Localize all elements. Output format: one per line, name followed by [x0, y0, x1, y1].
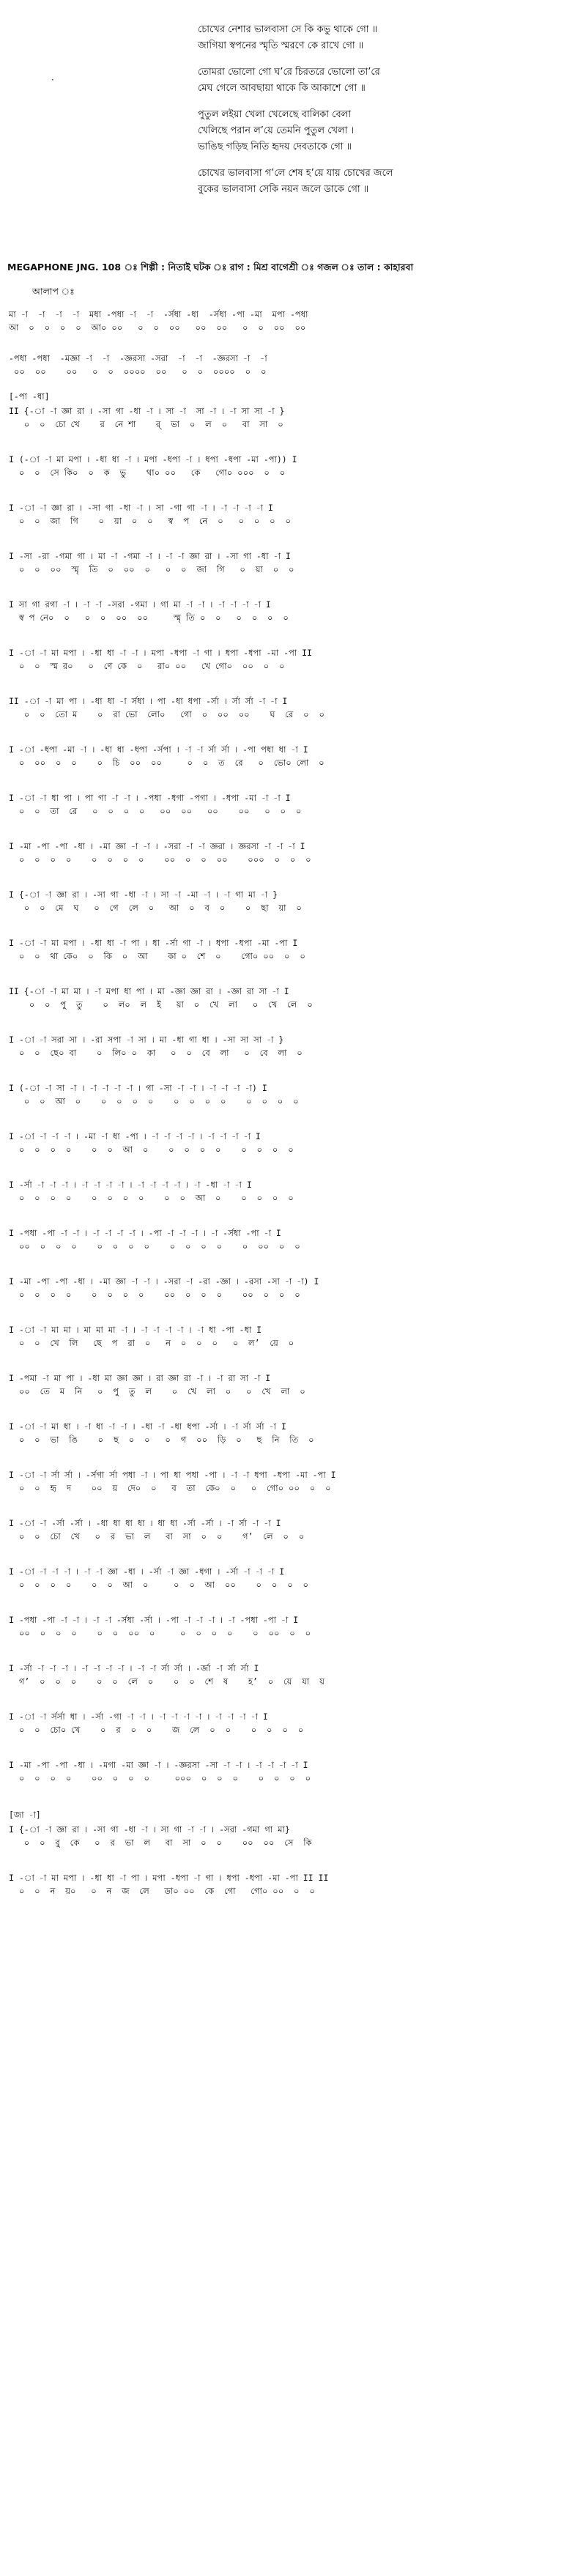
swara-line: I -মা -পা -পা -ধা । -মা জ্ঞা -া -া । -সরা -া -া জ্ঞরা । জ্ঞরসা -া -া -া I [9, 841, 305, 851]
notation-row [9, 403, 577, 431]
bol-line: ০ ০ জা গি ০ য়া ০ ০ স্ব প নে ০ ০ ০ ০ ০ [9, 516, 291, 526]
bol-line: ০ ০ ০ ০ ০ ০ ০ ০ ০০ ০ ০ ০০ ০০০ ০ ০ ০ [9, 854, 311, 865]
notation-row [9, 1177, 577, 1204]
lyrics-stanza-4 [198, 166, 564, 198]
swara-line: I -া -া সরা সা । -রা সপা -া সা । মা -ধা গা ধা । -সা সা সা -া } [9, 1035, 284, 1045]
raga-name: মিশ্র বাগেশ্রী [253, 262, 298, 273]
swara-line: I (-া -া সা -া । -া -া -া -া । গা -সা -া -া । -া -া -া -া) I [9, 1083, 267, 1093]
bol-line: ০ ০ ০ ০ ০ ০ আ ০ ০ ০ আ ০০ ০ ০ ০ ০ [9, 1580, 309, 1590]
swara-line: I -পমা -া মা পা । -ধা মা জ্ঞা জ্ঞা । রা জ্ঞা রা -া । -া রা সা -া I [9, 1373, 271, 1383]
swara-line: I -া -া মা মপা । -ধা ধা -া -া । মপা -ধপা -া গা । ধপা -ধপা -মা -পা II [9, 648, 312, 658]
notation-row [9, 548, 577, 576]
record-number: MEGAPHONE JNG. 108 [7, 262, 122, 273]
bol-line: ০ ০ ছে০ বা ০ লি০ ০ কা ০ ০ বে লা ০ বে লা ০ [9, 1048, 303, 1058]
notation-row [9, 1080, 577, 1108]
swara-line: I (-া -া মা মপা । -ধা ধা -া । মপা -ধপা -া । ধপা -ধপা -মা -পা)) I [9, 454, 297, 465]
swara-line: I {-া -া জ্ঞা রা । -সা গা -ধা -া । সা গা -া -া । -সরা -গমা গা মা} [9, 1824, 290, 1835]
swara-line: I সা গা রগা -া । -া -া -সরা -গমা । গা মা -া -া । -া -া -া -া I [9, 599, 271, 610]
notation-row [9, 1870, 577, 1898]
tala-label: তাল : [357, 262, 381, 273]
notation-row [9, 741, 577, 769]
bol-line: ০ ০ মে ঘ ০ গে লে ০ আ ০ ব ০ ০ ছা য়া ০ [9, 903, 302, 913]
bol-line: ০ ০ পু তু ০ ল০ ল ই য়া ০ খে লা ০ খে লে ০ [9, 999, 313, 1010]
lyrics-block [198, 22, 564, 208]
bol-line: ০ ০ চো০ খে ০ র ০ ০ জ লে ০ ০ ০ ০ ০ ০ [9, 1725, 304, 1735]
notation-row [9, 1709, 577, 1736]
notation-row [9, 1612, 577, 1640]
notation-row [9, 838, 577, 866]
swara-line: I -া -া র্সা র্সা । -র্সগা র্সা পধা -া । পা ধা পধা -পা । -া -া ধপা -ধপা -মা -পা I [9, 1470, 336, 1480]
notation-row [9, 1515, 577, 1543]
swara-line: I -া -া -া -া । -া -া জ্ঞা -ধা । -র্সা -া জ্ঞা -ধগা । -র্সা -া -া -া I [9, 1566, 285, 1577]
bol-line: ০ ০ সে কি০ ০ ক ভু থা০ ০০ কে গো০ ০০০ ০ ০ [9, 467, 286, 478]
bol-line: ০ ০ চো খে র নে শা র্ ভা ০ ল ০ বা সা ০ [9, 419, 283, 429]
swara-line: I -পধা -পা -া -া । -া -া -র্সধা -র্সা । -পা -া -া -া । -া -পধা -পা -া I [9, 1615, 299, 1625]
notation-row [9, 1322, 577, 1350]
swara-line: I -া -া -া -া । -মা -া ধা -পা । -া -া -া -া । -া -া -া -া I [9, 1131, 261, 1141]
lyric-line: বুকের ভালবাসা সেকি নয়ন জলে ডাকে গো ॥ [198, 184, 369, 195]
lyric-line: খেলিছে পরান ল’য়ে তেমনি পুতুল খেলা । [198, 125, 355, 136]
bol-line: ০ ০ হৃ দ ০০ য় দে০ ০ ব তা কে০ ০ ০ গো০ ০০ ০ ০ [9, 1483, 331, 1493]
swara-line: I -মা -পা -পা -ধা । -মগা -মা জ্ঞা -া । -জ্ঞরসা -সা -া -া । -া -া -া -া I [9, 1760, 308, 1770]
lyric-line: ভাঙিছ গড়িছ নিতি হৃদয় দেবতাকে গো ॥ [198, 141, 352, 152]
swara-line: I -া -া জ্ঞা রা । -সা গা -ধা -া । সা -গা গা -া । -া -া -া -া I [9, 503, 273, 513]
section-marker: [-পা -ধা] [9, 391, 50, 401]
swara-line: II {-া -া মা মা । -া মপা ধা পা । মা -জ্ঞা জ্ঞা রা । -জ্ঞা রা সা -া I [9, 986, 289, 996]
swara-line: I -া -া মা মা । মা মা মা -া । -া -া -া -া । -া ধা -পা -ধা I [9, 1325, 262, 1335]
section-marker: [জা -া] [9, 1810, 41, 1820]
lyrics-stanza-2 [198, 64, 564, 97]
swara-line: মা -া -া -া -া মধা -পধা -া -া -র্সধা -ধা -র্সধা -পা -মা মপা -পধা [9, 309, 308, 319]
notation-row [9, 1467, 577, 1495]
notation-row [9, 1563, 577, 1591]
swara-line: I -া -া -র্সা -র্সা । -ধা ধা ধা ধা । ধা ধা -র্সা -র্সা । -া র্সা -া -া I [9, 1518, 281, 1528]
bol-line: ০০ ০০ ০০ ০ ০ ০০০০ ০০ ০ ০ ০০০০ ০ ০ [9, 366, 267, 377]
notation-row [9, 1032, 577, 1059]
bol-line: স্ব প নে০ ০ ০ ০ ০০ ০০ স্মৃ তি ০ ০ ০ ০ ০ ০ [9, 612, 289, 623]
swara-line: -পধা -পধা -মজ্ঞা -া -া -জ্ঞরসা -সরা -া -া -জ্ঞরসা -া -া [9, 353, 267, 363]
notation-row [9, 1821, 577, 1849]
swara-line: I -র্সা -া -া -া । -া -া -া -া । -া -া র্সা র্সা । -র্জা -া র্সা র্সা I [9, 1663, 259, 1673]
notation-row [9, 935, 577, 963]
notation-row [9, 500, 577, 528]
swara-line: II -া -া মা পা । -ধা ধা -া র্সধা । পা -ধা ধপা -র্সা । র্সা র্সা -া -া I [9, 696, 288, 706]
artist-name: নিতাই ঘটক [168, 262, 211, 273]
notation-row [9, 1225, 577, 1253]
swara-line: I -া -া মা মপা । -ধা ধা -া পা । ধা -র্সা গা -া । ধপা -ধপা -মা -পা I [9, 938, 298, 948]
bol-line: ০ ০ ০ ০ ০ ০ ০ ০ ০ ০ আ ০ ০ ০ ০ ০ [9, 1193, 294, 1203]
raga-label: রাগ : [229, 262, 251, 273]
lyric-line: তোমরা ভোলো গো ঘ’রে চিরতরে ভোলো তা’রে [198, 67, 380, 78]
swara-line: I -র্সা -া -া -া । -া -া -া -া । -া -া -া -া । -া -ধা -া -া I [9, 1180, 252, 1190]
record-info-line: MEGAPHONE JNG. 108 ঃ শিল্পী : নিতাই ঘটক ঃ রাগ : মিশ্র বাগেশ্রী ঃ গজল ঃ তাল : কাহারবা [7, 262, 414, 273]
swara-line: I -সা -রা -গমা গা । মা -া -গমা -া । -া -া জ্ঞা রা । -সা গা -ধা -া I [9, 551, 291, 561]
lyric-line: জাগিয়া স্বপনের স্মৃতি স্মরণে কে রাখে গো ॥ [198, 40, 364, 51]
swara-line: I -মা -পা -পা -ধা । -মা জ্ঞা -া -া । -সরা -া -রা -জ্ঞা । -রসা -সা -া -া) I [9, 1276, 319, 1287]
notation-row [9, 1273, 577, 1301]
swara-line: I -া -ধপা -মা -া । -ধা ধা -ধপা -র্সপা । -া -া র্সা র্সা । -পা পধা ধা -া I [9, 744, 308, 755]
notation-row [9, 1370, 577, 1398]
bol-line: ০ ০০ ০ ০ ০ চি ০০ ০০ ০ ০ ত রে ০ ভো০ লো ০ [9, 758, 324, 768]
tala-name: কাহারবা [384, 262, 414, 273]
bol-line: ০ ০ আ ০ ০ ০ ০ ০ ০ ০ ০ ০ ০ ০ ০ ০ [9, 1096, 299, 1106]
lyric-line: পুতুল লইয়া খেলা খেলেছে বালিকা বেলা [198, 109, 352, 120]
bol-line: ০ ০ ০০ স্মৃ তি ০ ০০ ০ ০ ০ জা গি ০ য়া ০ ০ [9, 564, 294, 574]
bol-line: ০০ ০ ০ ০ ০ ০ ০০ ০ ০ ০ ০ ০ ০ ০০ ০ ০ [9, 1628, 311, 1638]
bol-line: ০০ ০ ০ ০ ০ ০ ০ ০ ০ ০ ০ ০ ০ ০০ ০ ০ [9, 1241, 300, 1251]
lyric-line: মেঘ গেলে আবছায়া থাকে কি আকাশে গো ॥ [198, 83, 366, 94]
swara-line: I -া -া মা মপা । -ধা ধা -া পা । মপা -ধপা -া গা । ধপা -ধপা -মা -পা II II [9, 1873, 329, 1883]
notation-row [9, 887, 577, 914]
bol-line: ০ ০ ০ ০ ০ ০ আ ০ ০ ০ ০ ০ ০ ০ ০ ০ [9, 1144, 294, 1155]
lyrics-stanza-3 [198, 107, 564, 155]
notation-alap-2 [9, 350, 577, 378]
notation-row [9, 596, 577, 624]
notation-alap-1 [9, 306, 577, 334]
bol-line: ০ ০ ন য়০ ০ ন জ লে ডা০ ০০ কে গো গো০ ০০ ০ ০ [9, 1886, 315, 1896]
bol-line: ০০ তে ম নি ০ পু তু ল ০ খে লা ০ ০ খে লা ০ [9, 1386, 305, 1396]
notation-row [9, 983, 577, 1011]
bol-line: ০ ০ বু কে ০ র ভা ল বা সা ০ ০ ০০ ০০ সে কি [9, 1837, 312, 1848]
swara-line: II {-া -া জ্ঞা রা । -সা গা -ধা -া । সা -া সা -া । -া সা সা -া } [9, 406, 285, 416]
swara-line: I -া -া মা ধা । -া ধা -া -া । -ধা -া -ধা ধপা -র্সা । -া র্সা র্সা -া I [9, 1421, 286, 1432]
bol-line: ০ ০ তো ম ০ রা ভো লো০ গো ০ ০০ ০০ ঘ রে ০ ০ [9, 709, 324, 719]
swara-line: I -া -া র্সর্সা ধা । -র্সা -গা -া -া । -া -া -া -া । -া -া -া -া I [9, 1711, 268, 1722]
notation-row [9, 1418, 577, 1446]
bol-line: ০ ০ চো খে ০ র ভা ল বা সা ০ ০ গ’ লে ০ ০ [9, 1531, 305, 1541]
alap-heading: আলাপ ঃ [32, 286, 75, 297]
bol-line: ০ ০ ০ ০ ০০ ০ ০ ০ ০০০ ০ ০ ০ ০ ০ ০ ০ [9, 1773, 311, 1783]
notation-row [9, 1660, 577, 1688]
bol-line: ০ ০ স্ম র০ ০ ণে কে ০ রা০ ০০ খে গো০ ০০ ০ ০ [9, 661, 285, 671]
notation-row [9, 693, 577, 721]
notation-row [9, 1757, 577, 1785]
bol-line: ০ ০ থা কে০ ০ কি ০ আ কা ০ শে ০ গো০ ০০ ০ ০ [9, 951, 305, 961]
lyric-line: চোখের নেশার ভালবাসা সে কি কভু থাকে গো ॥ [198, 24, 378, 35]
genre: গজল [317, 262, 338, 273]
lyric-line: চোখের ভালবাসা গ’লে শেষ হ’য়ে যায় চোখের জলে [198, 168, 393, 179]
lyrics-stanza-1 [198, 22, 564, 54]
bol-line: আ ০ ০ ০ ০ আ০ ০০ ০ ০ ০০ ০০ ০০ ০ ০ ০০ ০০ [9, 322, 306, 333]
notation-row [9, 1128, 577, 1156]
notation-row [9, 451, 577, 479]
bol-line: ০ ০ ভা ঙি ০ ছ ০ ০ ০ গ ০০ ড়ি ০ ছ নি তি ০ [9, 1435, 314, 1445]
bol-line: গ’ ০ ০ ০ ০ ০ লে ০ ০ ০ শে ষ হ’ ০ য়ে যা য় [9, 1676, 324, 1687]
bol-line: ০ ০ খে লি ছে প রা ০ ন ০ ০ ০ ০ ল’ য়ে ০ [9, 1338, 294, 1348]
artist-label: শিল্পী : [141, 262, 165, 273]
bol-line: ০ ০ তা রে ০ ০ ০ ০ ০০ ০০ ০০ ০০ ০ ০ ০ [9, 806, 302, 816]
side-mark: · [51, 75, 54, 85]
notation-row [9, 790, 577, 818]
swara-line: I {-া -া জ্ঞা রা । -সা গা -ধা -া । সা -া -মা -া । -া গা মা -া } [9, 889, 278, 900]
swara-line: I -া -া ধা পা । পা গা -া -া । -পধা -ধগা -পগা । -ধপা -মা -া -া I [9, 793, 291, 803]
notation-row [9, 645, 577, 673]
swara-line: I -পধা -পা -া -া । -া -া -া -া । -পা -া -া -া । -া -র্সধা -পা -া I [9, 1228, 281, 1238]
bol-line: ০ ০ ০ ০ ০ ০ ০ ০ ০০ ০ ০ ০ ০০ ০ ০ ০ [9, 1289, 300, 1300]
